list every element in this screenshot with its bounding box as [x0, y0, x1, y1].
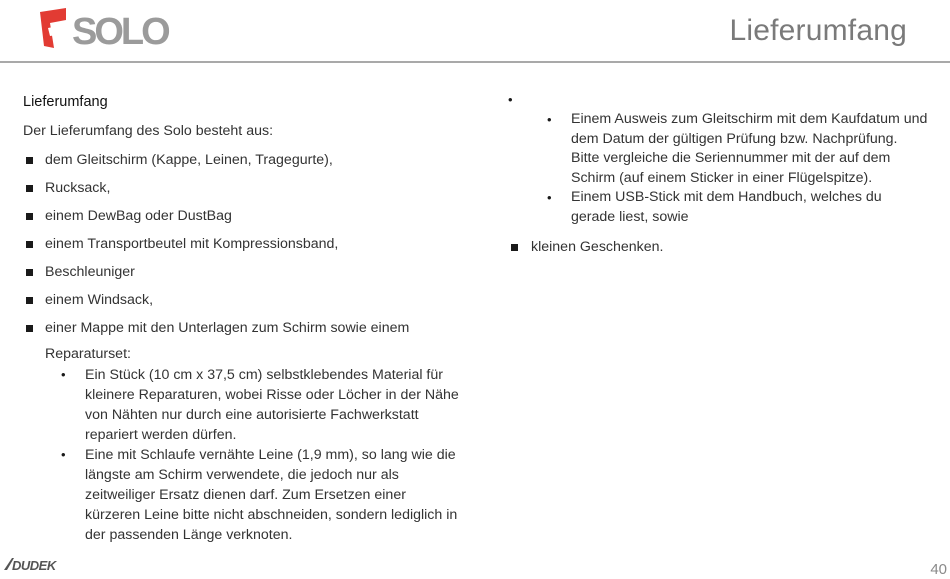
list-item: • Einem Ausweis zum Gleitschirm mit dem Kaufdatum und dem Datum der gültigen Prüfung bzw. Nachprüfung. Bitte vergleiche die Seriennummer mit der auf dem Schirm (auf einem Sticker in einer Flügelspitze).: [547, 111, 928, 186]
square-bullet-icon: [26, 297, 33, 304]
dudek-text: DUDEK: [12, 558, 56, 573]
list-item: • Eine mit Schlaufe vernähte Leine (1,9 mm), so lang wie die längste am Schirm verwendete, die jedoch nur als zeitweiliger Ersatz dienen darf. Zum Ersetzen einer kürzeren Leine bitte nicht abschneiden, sondern lediglich in der passenden Länge verknoten.: [61, 447, 458, 543]
list-item: Rucksack,: [23, 179, 463, 207]
list-item: einem Transportbeutel mit Kompressionsband,: [23, 235, 463, 263]
square-bullet-icon: [26, 325, 33, 332]
list-item: • Einem USB-Stick mit dem Handbuch, welches du gerade liest, sowie: [547, 189, 882, 225]
right-column: [508, 92, 928, 256]
list-item: einem DewBag oder DustBag: [23, 207, 463, 235]
square-bullet-icon: [511, 244, 518, 251]
dot-bullet-icon: •: [508, 92, 513, 107]
dudek-logo: [2, 556, 72, 574]
dot-bullet-icon: •: [61, 447, 66, 462]
square-bullet-icon: [26, 185, 33, 192]
list-item: dem Gleitschirm (Kappe, Leinen, Tragegurte),: [23, 151, 463, 179]
dot-bullet-icon: •: [61, 367, 66, 382]
page-number: 40: [930, 561, 947, 578]
repair-kit-list: [23, 365, 463, 545]
intro-text: Der Lieferumfang des Solo besteht aus:: [23, 123, 274, 139]
list-item: einer Mappe mit den Unterlagen zum Schirm sowie einem: [23, 319, 463, 347]
slide-title: Lieferumfang: [729, 14, 907, 47]
header-divider: [0, 61, 950, 63]
documents-list: [508, 110, 928, 228]
list-item: kleinen Geschenken.: [508, 238, 928, 256]
square-bullet-icon: [26, 157, 33, 164]
square-bullet-icon: [26, 213, 33, 220]
logo-text: SOLO: [72, 11, 168, 52]
square-bullet-icon: [26, 241, 33, 248]
dot-bullet-icon: •: [547, 190, 552, 206]
list-item: Beschleuniger: [23, 263, 463, 291]
contents-list: [23, 151, 463, 347]
solo-logo: [36, 6, 176, 52]
dot-bullet-icon: •: [547, 112, 552, 127]
left-column: [23, 94, 463, 545]
section-heading: Lieferumfang: [23, 94, 108, 110]
square-bullet-icon: [26, 269, 33, 276]
empty-bullet: [508, 92, 928, 110]
list-item: • Ein Stück (10 cm x 37,5 cm) selbstklebendes Material für kleinere Reparaturen, wobei Risse oder Löcher in der Nähe von Nähten nur durch eine autorisierte Fachwerkstatt repariert werden dürfen.: [61, 367, 459, 443]
list-item: einem Windsack,: [23, 291, 463, 319]
repair-kit-title: Reparaturset:: [45, 346, 131, 362]
